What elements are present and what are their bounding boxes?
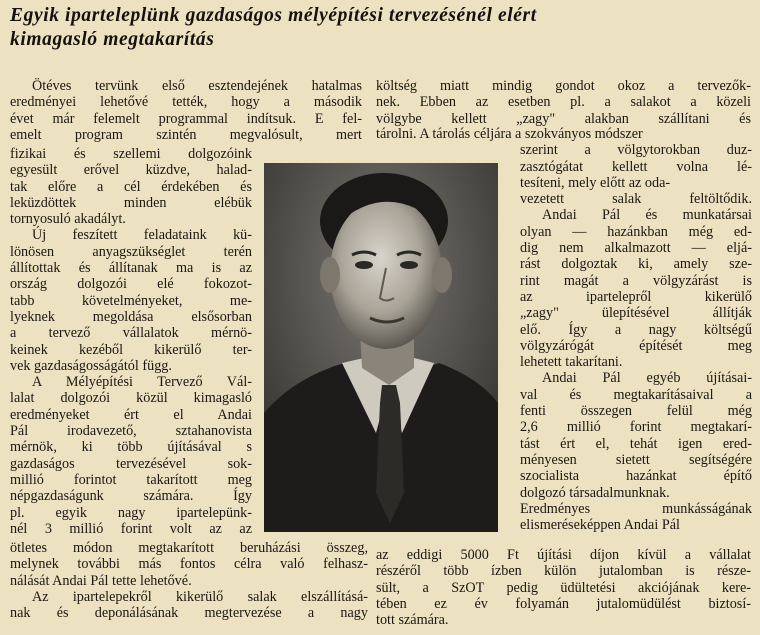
text-line: vek gazdaságosságától függ. bbox=[10, 357, 172, 374]
text-line: 2,6 millió forint megtakarí- bbox=[520, 419, 752, 436]
headline-line-1: Egyik iparteleplünk gazdaságos mélyépítési tervezésénél elért bbox=[10, 5, 537, 26]
text-line: népgazdaságunk számára. Így bbox=[10, 488, 252, 505]
text-line: nél 3 millió forint volt az az bbox=[10, 520, 252, 537]
text-line: pl. egyik nagy ipartelepünk- bbox=[10, 504, 252, 521]
text-line: völgybe kellett „zagy" alakban szállítani és bbox=[376, 110, 751, 127]
text-line: tárolni. A tárolás céljára a szokványos módszer bbox=[376, 126, 643, 142]
text-line: Új feszített feladataink kü- bbox=[32, 227, 252, 244]
text-line: tást ért el, tehát igen ered- bbox=[520, 435, 752, 452]
headline-line-2: kimagasló megtakarítás bbox=[10, 29, 215, 50]
text-line: költség miatt mindig gondot okoz a tervezők- bbox=[376, 78, 751, 94]
text-line: évet már felemelt programmal indítsuk. E fel- bbox=[10, 110, 362, 127]
col2-bottom-text bbox=[376, 547, 751, 628]
text-line: ország dolgozói elé fokozot- bbox=[10, 276, 252, 293]
text-line: A Mélyépítési Tervező Vál- bbox=[32, 374, 252, 391]
col1-narrow-text bbox=[10, 146, 252, 537]
text-line: zasztógátat kellett volna lé- bbox=[520, 158, 752, 175]
col1-bottom-text bbox=[10, 540, 368, 621]
text-line: melynek további más fontos célra való felhasz- bbox=[10, 556, 368, 573]
text-line: egyesült erővel küzdve, halad- bbox=[10, 162, 252, 179]
text-line: lalat dolgozói közül kimagasló bbox=[10, 390, 252, 407]
text-line: leküzdöttek minden elébük bbox=[10, 194, 252, 211]
text-line: Az ipartelepekről kikerülő salak elszállításá- bbox=[32, 588, 368, 605]
text-line: az eddigi 5000 Ft újítási díjon kívül a vállalat bbox=[376, 547, 751, 563]
portrait-photo bbox=[264, 163, 498, 532]
text-line: dolgozó társadalmunknak. bbox=[520, 484, 670, 501]
text-line: vezetett salak feltöltődik. bbox=[520, 191, 752, 208]
text-line: eredményeket ért el Andai bbox=[10, 406, 252, 423]
text-line: tabb követelményeket, me- bbox=[10, 292, 252, 309]
text-line: „zagy" ülepítésével állítják bbox=[520, 305, 752, 322]
text-line: gazdaságos tervezésével sok- bbox=[10, 455, 252, 472]
text-line: elismeréseképpen Andai Pál bbox=[520, 517, 680, 534]
text-line: Andai Pál egyéb újításai- bbox=[542, 370, 752, 387]
text-line: ötletes módon megtakarított beruházási összeg, bbox=[10, 540, 368, 556]
text-line: nek. Ebben az esetben pl. a salakot a közeli bbox=[376, 94, 751, 111]
text-line: elő. Így a nagy költségű bbox=[520, 321, 752, 338]
text-line: rint magát a völgyzárást is bbox=[520, 272, 752, 289]
text-line: szocialista hazánkat építő bbox=[520, 468, 752, 485]
text-line: a tervező vállalatok mérnö- bbox=[10, 325, 252, 342]
text-line: eredményei lehetővé tették, hogy a második bbox=[10, 94, 362, 111]
text-line: tak előre a cél érdekében és bbox=[10, 178, 252, 195]
col2-top-text bbox=[376, 78, 751, 127]
text-line: emelt program szintén megvalósult, mert bbox=[10, 126, 362, 143]
text-line: rást dolgoztak ki, amely sze- bbox=[520, 256, 752, 273]
text-line: Andai Pál és munkatársai bbox=[542, 207, 752, 224]
text-line: Pál irodavezető, sztahanovista bbox=[10, 423, 252, 440]
col2-narrow-text bbox=[376, 126, 752, 534]
text-line: részéről több ízben külön jutalomban is része- bbox=[376, 563, 751, 580]
text-line: val és megtakarításaival a bbox=[520, 386, 752, 403]
text-line: völgyzárógát építését meg bbox=[520, 337, 752, 354]
text-line: Eredményes munkásságának bbox=[520, 500, 752, 517]
text-line: olyan — hazánkban még ed- bbox=[520, 223, 752, 240]
text-line: tében ez év folyamán jutalomüdülést biztosí- bbox=[376, 595, 751, 612]
text-line: lönösen anyagszükséglet terén bbox=[10, 243, 252, 260]
text-line: állítottak és állítanak ma is az bbox=[10, 260, 252, 277]
text-line: fenti összegen felül még bbox=[520, 403, 752, 420]
text-line: Ötéves tervünk első esztendejének hatalmas bbox=[32, 78, 362, 94]
text-line: ményesen sietett segítségére bbox=[520, 451, 752, 468]
text-line: tott számára. bbox=[376, 612, 449, 629]
text-line: sült, a SzOT pedig üdültetési akciójának kere- bbox=[376, 579, 751, 596]
text-line: nálását Andai Pál tette lehetővé. bbox=[10, 572, 192, 589]
text-line: lehetett takarítani. bbox=[520, 354, 623, 371]
text-line: dig nem alkalmazott — eljá- bbox=[520, 240, 752, 257]
text-line: szerint a völgytorokban duz- bbox=[520, 142, 752, 159]
text-line: nak és deponálásának megtervezése a nagy bbox=[10, 605, 368, 622]
text-line: mérnök, ki több újításával s bbox=[10, 439, 252, 456]
text-line: millió forintot takarított meg bbox=[10, 471, 252, 488]
text-line: tornyosuló akadályt. bbox=[10, 211, 126, 228]
text-line: az ipartelepről kikerülő bbox=[520, 288, 752, 305]
text-line: lyeknek megoldása elsősorban bbox=[10, 308, 252, 325]
text-line: fizikai és szellemi dolgozóink bbox=[10, 146, 252, 162]
portrait-image bbox=[264, 163, 498, 532]
col1-top-text bbox=[10, 78, 362, 143]
text-line: tesíteni, mely előtt az oda- bbox=[520, 174, 671, 191]
article-headline bbox=[10, 4, 755, 52]
text-line: keinek kezéből kikerülő ter- bbox=[10, 341, 252, 358]
